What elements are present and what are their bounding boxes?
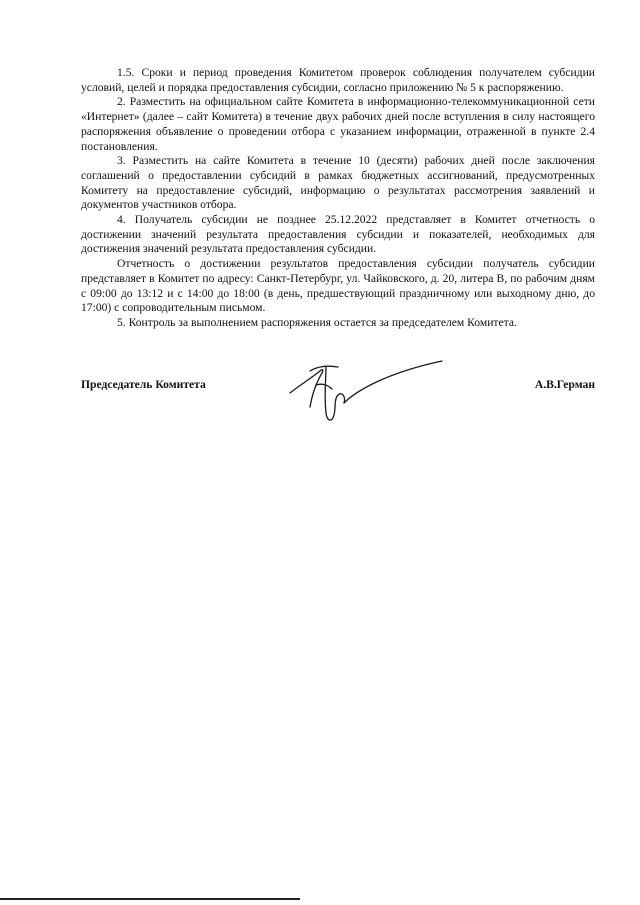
document-body [81, 66, 595, 331]
paragraph-1-5: 1.5. Сроки и период проведения Комитетом проверок соблюдения получателем субсидии условий, целей и порядка предоставления субсидии, согласно приложению № 5 к распоряжению. [81, 66, 595, 94]
paragraph-2: 2. Разместить на официальном сайте Комитета в информационно-телекоммуникационной сети «Интернет» (далее – сайт Комитета) в течение двух рабочих дней после вступления в силу настоящего распоряжения объявление о проведении отбора с указанием информации, отраженной в пункте 2.4 постановления. [81, 95, 595, 153]
paragraph-3: 3. Разместить на сайте Комитета в течение 10 (десяти) рабочих дней после заключения соглашений о предоставлении субсидий в рамках бюджетных ассигнований, предусмотренных Комитету на предоставление субсидий, информацию о результатах рассмотрения заявлений и документов участников отбора. [81, 154, 595, 212]
footer-divider [0, 898, 300, 900]
signatory-title: Председатель Комитета [81, 378, 206, 391]
paragraph-4-reporting: Отчетность о достижении результатов предоставления субсидии получатель субсидии представляет в Комитет по адресу: Санкт-Петербург, ул. Чайковского, д. 20, литера В, по рабочим дням с 09:00 до 13:12 и с 14:00 до 18:00 (в день, предшествующий праздничному или выходному дню, до 17:00) с сопроводительным письмом. [81, 257, 595, 315]
paragraph-4: 4. Получатель субсидии не позднее 25.12.2022 представляет в Комитет отчетность о достижении значений результата предоставления субсидии и показателей, необходимых для достижения значений результата предоставления субсидии. [81, 213, 595, 256]
signatory-name: А.В.Герман [534, 378, 595, 391]
signature-block [81, 378, 595, 398]
paragraph-5: 5. Контроль за выполнением распоряжения остается за председателем Комитета. [117, 315, 517, 329]
